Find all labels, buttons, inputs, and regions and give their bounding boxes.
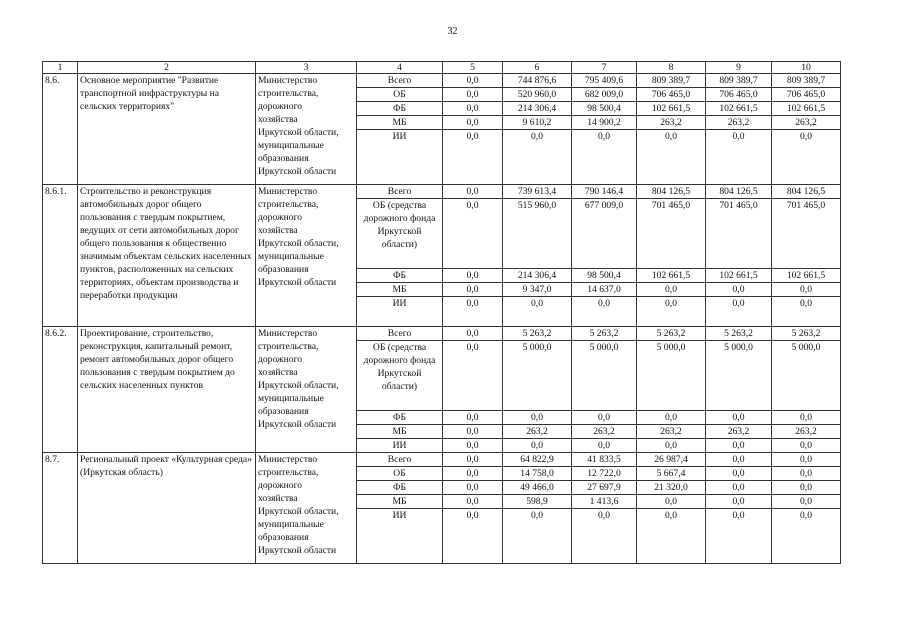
value-cell: 21 320,0 (637, 481, 706, 495)
value-cell: 0,0 (706, 509, 772, 564)
value-cell: 0,0 (572, 297, 637, 327)
value-cell: 0,0 (772, 283, 841, 297)
value-cell: 0,0 (443, 297, 503, 327)
value-cell: 102 661,5 (772, 269, 841, 283)
col-header: 3 (256, 62, 357, 74)
col-header: 6 (503, 62, 572, 74)
value-cell: 744 876,6 (503, 74, 572, 88)
table-body (43, 62, 841, 564)
funding-table (42, 61, 841, 564)
value-cell: 263,2 (503, 425, 572, 439)
value-cell: 0,0 (637, 297, 706, 327)
activity-name: Проектирование, строительство, реконструкция, капитальный ремонт, ремонт автомобильных дорог общего пользования с твердым покрытием до сельских населенных пунктов (78, 327, 256, 453)
value-cell: 14 900,2 (572, 116, 637, 130)
funding-source: ФБ (357, 481, 443, 495)
value-cell: 9 347,0 (503, 283, 572, 297)
value-cell: 0,0 (772, 495, 841, 509)
value-cell: 263,2 (772, 425, 841, 439)
table-row (43, 453, 841, 467)
value-cell: 1 413,6 (572, 495, 637, 509)
col-header: 2 (78, 62, 256, 74)
value-cell: 0,0 (443, 269, 503, 283)
value-cell: 682 009,0 (572, 88, 637, 102)
value-cell: 0,0 (706, 453, 772, 467)
value-cell: 0,0 (443, 341, 503, 411)
value-cell: 5 000,0 (637, 341, 706, 411)
value-cell: 5 263,2 (706, 327, 772, 341)
value-cell: 0,0 (443, 439, 503, 453)
value-cell: 0,0 (706, 411, 772, 425)
value-cell: 0,0 (706, 439, 772, 453)
funding-source: ИИ (357, 130, 443, 185)
value-cell: 41 833,5 (572, 453, 637, 467)
value-cell: 0,0 (772, 509, 841, 564)
value-cell: 0,0 (706, 130, 772, 185)
value-cell: 809 389,7 (637, 74, 706, 88)
value-cell: 739 613,4 (503, 185, 572, 199)
value-cell: 701 465,0 (772, 199, 841, 269)
value-cell: 263,2 (772, 116, 841, 130)
value-cell: 0,0 (503, 130, 572, 185)
value-cell: 0,0 (637, 495, 706, 509)
value-cell: 0,0 (706, 495, 772, 509)
value-cell: 0,0 (443, 467, 503, 481)
funding-source: МБ (357, 425, 443, 439)
value-cell: 790 146,4 (572, 185, 637, 199)
value-cell: 5 667,4 (637, 467, 706, 481)
value-cell: 263,2 (637, 116, 706, 130)
value-cell: 27 697,9 (572, 481, 637, 495)
executor-cell: Министерство строительства, дорожного хозяйства Иркутской области, муниципальные образования Иркутской области (256, 185, 357, 327)
value-cell: 214 306,4 (503, 102, 572, 116)
funding-source: МБ (357, 283, 443, 297)
value-cell: 706 465,0 (706, 88, 772, 102)
value-cell: 809 389,7 (706, 74, 772, 88)
funding-source: ИИ (357, 297, 443, 327)
value-cell: 598,9 (503, 495, 572, 509)
value-cell: 515 960,0 (503, 199, 572, 269)
executor-cell: Министерство строительства, дорожного хозяйства Иркутской области, муниципальные образования Иркутской области (256, 74, 357, 185)
value-cell: 5 263,2 (772, 327, 841, 341)
value-cell: 0,0 (443, 411, 503, 425)
col-header: 8 (637, 62, 706, 74)
row-number: 8.6.2. (43, 327, 78, 453)
value-cell: 804 126,5 (706, 185, 772, 199)
value-cell: 64 822,9 (503, 453, 572, 467)
funding-source: МБ (357, 495, 443, 509)
value-cell: 263,2 (637, 425, 706, 439)
funding-source: Всего (357, 74, 443, 88)
value-cell: 0,0 (443, 495, 503, 509)
value-cell: 0,0 (503, 297, 572, 327)
value-cell: 14 758,0 (503, 467, 572, 481)
value-cell: 5 000,0 (706, 341, 772, 411)
activity-name: Строительство и реконструкция автомобильных дорог общего пользования с твердым покрытием, ведущих от сети автомобильных дорог общего пользования к общественно значимым объектам сельских населенных пунктов, расположенных на сельских территориях, объектам производства и переработки продукции (78, 185, 256, 327)
value-cell: 5 263,2 (572, 327, 637, 341)
value-cell: 809 389,7 (772, 74, 841, 88)
activity-name: Основное мероприятие "Развитие транспортной инфраструктуры на сельских территориях" (78, 74, 256, 185)
row-number: 8.6. (43, 74, 78, 185)
value-cell: 0,0 (772, 439, 841, 453)
value-cell: 0,0 (443, 425, 503, 439)
value-cell: 804 126,5 (637, 185, 706, 199)
value-cell: 0,0 (772, 481, 841, 495)
value-cell: 0,0 (503, 439, 572, 453)
row-number: 8.7. (43, 453, 78, 564)
value-cell: 0,0 (637, 411, 706, 425)
value-cell: 102 661,5 (772, 102, 841, 116)
value-cell: 0,0 (443, 130, 503, 185)
value-cell: 706 465,0 (637, 88, 706, 102)
funding-source: ФБ (357, 102, 443, 116)
funding-source: Всего (357, 185, 443, 199)
value-cell: 98 500,4 (572, 102, 637, 116)
value-cell: 0,0 (572, 439, 637, 453)
value-cell: 12 722,0 (572, 467, 637, 481)
value-cell: 9 610,2 (503, 116, 572, 130)
value-cell: 0,0 (443, 199, 503, 269)
value-cell: 0,0 (443, 102, 503, 116)
value-cell: 0,0 (443, 185, 503, 199)
table-row (43, 185, 841, 199)
value-cell: 263,2 (706, 116, 772, 130)
value-cell: 98 500,4 (572, 269, 637, 283)
value-cell: 0,0 (572, 411, 637, 425)
value-cell: 5 000,0 (772, 341, 841, 411)
value-cell: 214 306,4 (503, 269, 572, 283)
funding-source: ФБ (357, 411, 443, 425)
value-cell: 5 263,2 (503, 327, 572, 341)
value-cell: 520 960,0 (503, 88, 572, 102)
executor-cell: Министерство строительства, дорожного хозяйства Иркутской области, муниципальные образования Иркутской области (256, 327, 357, 453)
value-cell: 5 000,0 (572, 341, 637, 411)
value-cell: 0,0 (443, 74, 503, 88)
value-cell: 0,0 (706, 481, 772, 495)
col-header: 10 (772, 62, 841, 74)
value-cell: 0,0 (772, 130, 841, 185)
value-cell: 0,0 (503, 411, 572, 425)
value-cell: 0,0 (772, 297, 841, 327)
value-cell: 102 661,5 (706, 102, 772, 116)
value-cell: 0,0 (772, 411, 841, 425)
value-cell: 5 000,0 (503, 341, 572, 411)
value-cell: 0,0 (772, 467, 841, 481)
value-cell: 0,0 (572, 130, 637, 185)
value-cell: 0,0 (637, 509, 706, 564)
value-cell: 0,0 (443, 453, 503, 467)
funding-source: ИИ (357, 439, 443, 453)
col-header: 5 (443, 62, 503, 74)
value-cell: 5 263,2 (637, 327, 706, 341)
value-cell: 0,0 (706, 283, 772, 297)
value-cell: 804 126,5 (772, 185, 841, 199)
row-number: 8.6.1. (43, 185, 78, 327)
header-row (43, 62, 841, 74)
value-cell: 102 661,5 (706, 269, 772, 283)
value-cell: 102 661,5 (637, 102, 706, 116)
executor-cell: Министерство строительства, дорожного хозяйства Иркутской области, муниципальные образования Иркутской области (256, 453, 357, 564)
funding-source: ОБ (средства дорожного фонда Иркутской области) (357, 341, 443, 411)
table-row (43, 74, 841, 88)
value-cell: 0,0 (637, 283, 706, 297)
value-cell: 0,0 (637, 130, 706, 185)
value-cell: 701 465,0 (706, 199, 772, 269)
col-header: 9 (706, 62, 772, 74)
funding-source: МБ (357, 116, 443, 130)
funding-source: ОБ (средства дорожного фонда Иркутской области) (357, 199, 443, 269)
value-cell: 0,0 (572, 509, 637, 564)
col-header: 7 (572, 62, 637, 74)
page-number: 32 (447, 26, 458, 37)
value-cell: 0,0 (706, 467, 772, 481)
value-cell: 0,0 (443, 283, 503, 297)
funding-source: Всего (357, 327, 443, 341)
value-cell: 0,0 (637, 439, 706, 453)
value-cell: 263,2 (706, 425, 772, 439)
funding-source: ОБ (357, 467, 443, 481)
funding-source: ОБ (357, 88, 443, 102)
value-cell: 795 409,6 (572, 74, 637, 88)
value-cell: 0,0 (503, 509, 572, 564)
value-cell: 0,0 (443, 327, 503, 341)
value-cell: 49 466,0 (503, 481, 572, 495)
col-header: 4 (357, 62, 443, 74)
value-cell: 0,0 (706, 297, 772, 327)
value-cell: 701 465,0 (637, 199, 706, 269)
funding-source: ИИ (357, 509, 443, 564)
value-cell: 0,0 (772, 453, 841, 467)
value-cell: 706 465,0 (772, 88, 841, 102)
value-cell: 0,0 (443, 509, 503, 564)
value-cell: 0,0 (443, 88, 503, 102)
funding-source: Всего (357, 453, 443, 467)
value-cell: 26 987,4 (637, 453, 706, 467)
value-cell: 102 661,5 (637, 269, 706, 283)
funding-source: ФБ (357, 269, 443, 283)
value-cell: 0,0 (443, 116, 503, 130)
value-cell: 0,0 (443, 481, 503, 495)
value-cell: 14 637,0 (572, 283, 637, 297)
value-cell: 677 009,0 (572, 199, 637, 269)
activity-name: Региональный проект «Культурная среда» (Иркутская область) (78, 453, 256, 564)
value-cell: 263,2 (572, 425, 637, 439)
col-header: 1 (43, 62, 78, 74)
table-row (43, 327, 841, 341)
